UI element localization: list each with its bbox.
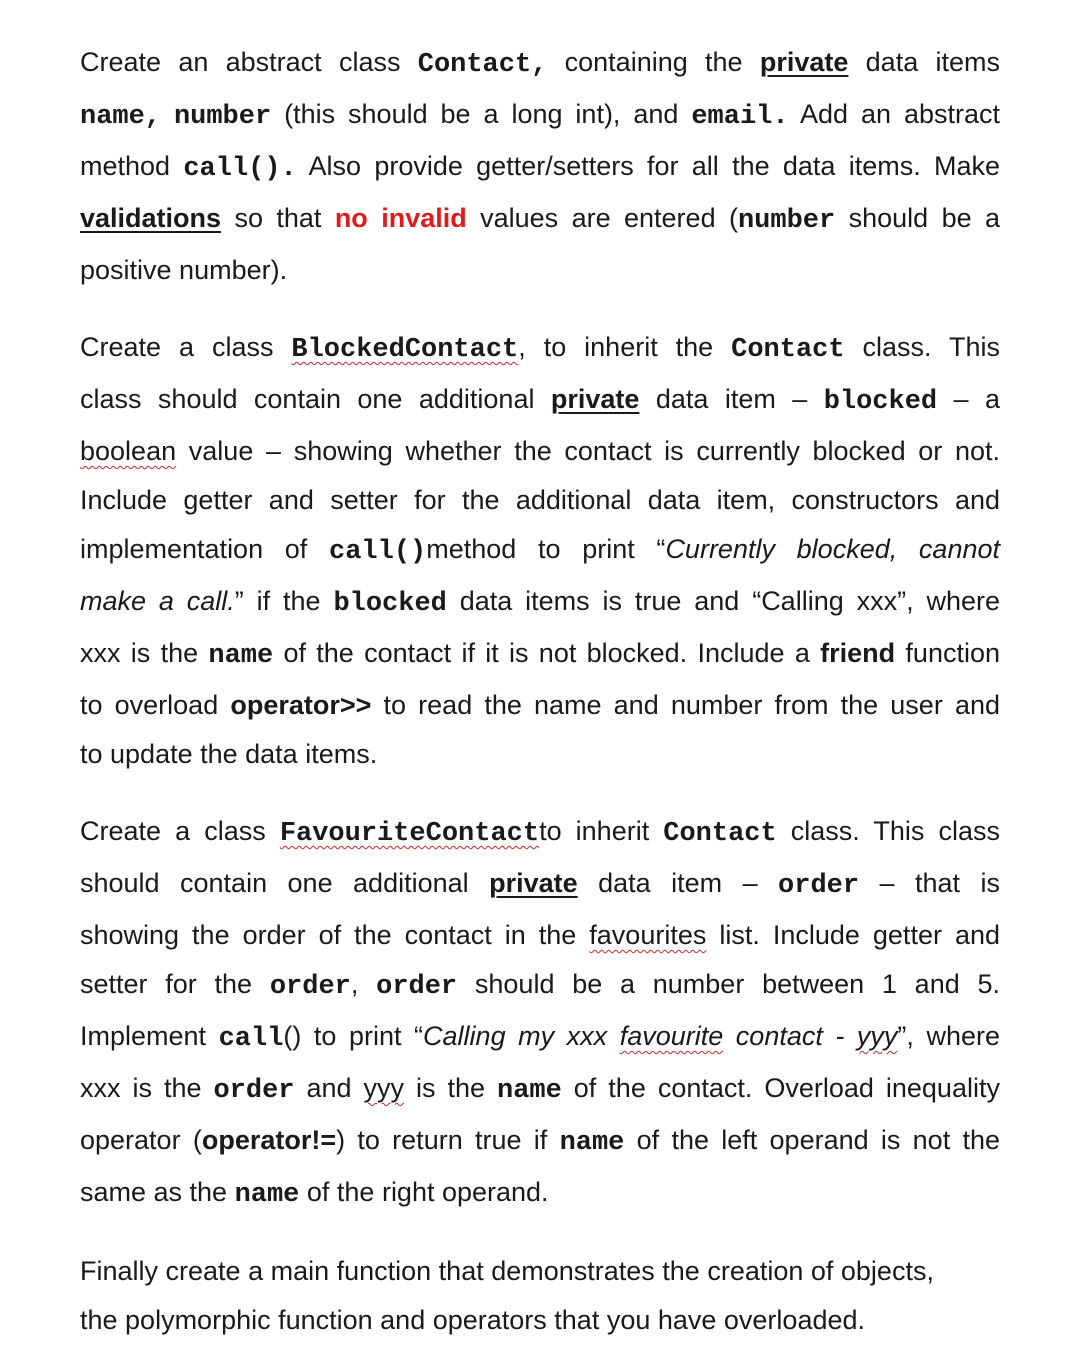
p2-line-7	[80, 629, 1000, 681]
p3-line-3	[80, 911, 1000, 960]
assignment-document	[80, 38, 1000, 1345]
code-name: name	[497, 1076, 562, 1106]
code-number: number	[173, 102, 272, 132]
paragraph-contact-class	[80, 38, 1000, 295]
text: xxx is the	[80, 638, 209, 668]
text: containing the	[547, 47, 760, 77]
p3-line-2	[80, 859, 1000, 911]
text: class should contain one additional	[80, 384, 551, 414]
code-order: order	[269, 972, 351, 1002]
code-favourite-contact: FavouriteContact	[279, 819, 540, 849]
p2-line-2	[80, 375, 1000, 427]
p4-line-1	[80, 1247, 1000, 1296]
code-contact: Contact	[663, 819, 777, 849]
italic-message: contact -	[723, 1021, 857, 1051]
text: – that is	[859, 868, 1000, 898]
p1-line-5	[80, 246, 1000, 295]
text: ” if the	[234, 586, 334, 616]
text: implementation of	[80, 534, 330, 564]
text: method to print “	[426, 534, 666, 564]
text: class. This	[844, 332, 1000, 362]
code-name: name	[559, 1128, 625, 1158]
text: to read the name and number from the user and	[371, 690, 1000, 720]
text: – a	[937, 384, 1000, 414]
text: () to print “	[283, 1021, 424, 1051]
text: ,	[350, 969, 377, 999]
text: of the contact. Overload inequality	[561, 1073, 1000, 1103]
p1-line-2	[80, 90, 1000, 142]
text: xxx is the	[80, 1073, 214, 1103]
p3-line-1	[80, 807, 1000, 859]
text: Create a class	[80, 332, 292, 362]
text: data items is true and “Calling xxx”, where	[446, 586, 1000, 616]
p3-line-8	[80, 1168, 1000, 1220]
no-invalid-highlight: no invalid	[334, 203, 467, 233]
code-blocked: blocked	[823, 387, 938, 417]
text: and	[294, 1073, 364, 1103]
text: list. Include getter and	[706, 920, 1000, 950]
code-contact: Contact	[731, 335, 845, 365]
text: of the contact if it is not blocked. Include a	[273, 638, 821, 668]
operator-keyword: operator>>	[230, 690, 372, 720]
p2-line-9	[80, 730, 1000, 779]
private-keyword: private	[489, 868, 578, 898]
favourites-word: favourites	[589, 920, 707, 950]
text: values are entered (	[466, 203, 738, 233]
paragraph-main-function	[80, 1247, 1000, 1345]
p2-line-1	[80, 323, 1000, 375]
p3-line-5	[80, 1012, 1000, 1064]
text: method	[80, 151, 184, 181]
text: Finally create a main function that demonstrates the creation of objects,	[80, 1256, 934, 1286]
text: value – showing whether the contact is currently blocked or not.	[176, 436, 1000, 466]
italic-message: Currently blocked, cannot	[665, 534, 1000, 564]
text: to inherit the	[525, 332, 732, 362]
text: to overload	[80, 690, 231, 720]
code-order: order	[778, 871, 860, 901]
code-name: name,	[80, 102, 162, 132]
private-keyword: private	[550, 384, 640, 414]
text: to update the data items.	[80, 739, 378, 769]
code-call: call()	[329, 537, 427, 567]
text: Also provide getter/setters for all the data items. Make	[296, 151, 1001, 181]
text: Include getter and setter for the additional data item, constructors and	[80, 485, 1000, 515]
text: ) to return true if	[336, 1125, 560, 1155]
text: is the	[404, 1073, 497, 1103]
p2-line-6	[80, 577, 1000, 629]
code-order: order	[213, 1076, 295, 1106]
friend-keyword: friend	[820, 638, 896, 668]
text: should be a	[835, 203, 1001, 233]
italic-message: favourite	[619, 1021, 724, 1051]
text: ”, where	[897, 1021, 1000, 1051]
text: data item –	[639, 384, 824, 414]
text: ,	[518, 332, 526, 362]
p4-line-2	[80, 1296, 1000, 1345]
yyy-word: yyy	[363, 1073, 405, 1103]
text: of the left operand is not the	[624, 1125, 1001, 1155]
text: class. This class	[776, 816, 1000, 846]
paragraph-favourite-contact	[80, 807, 1000, 1220]
p2-line-3	[80, 427, 1000, 476]
italic-message: Calling my xxx	[423, 1021, 620, 1051]
code-blocked: blocked	[333, 589, 447, 619]
p1-line-4	[80, 194, 1000, 246]
code-call: call().	[183, 154, 297, 184]
italic-message: yyy	[856, 1021, 898, 1051]
text: Create a class	[80, 816, 280, 846]
p2-line-4	[80, 476, 1000, 525]
code-name: name	[208, 641, 274, 671]
text: operator (	[80, 1125, 202, 1155]
code-contact: Contact,	[417, 50, 548, 80]
text: data items	[848, 47, 1001, 77]
p3-line-7	[80, 1116, 1000, 1168]
text: Add an abstract	[788, 99, 1000, 129]
text: Create an abstract class	[80, 47, 418, 77]
code-email: email.	[691, 102, 789, 132]
text: to inherit	[539, 816, 664, 846]
text: should contain one additional	[80, 868, 490, 898]
p1-line-1	[80, 38, 1000, 90]
code-name: name	[234, 1180, 300, 1210]
operator-keyword: operator!=	[201, 1125, 337, 1155]
code-blocked-contact: BlockedContact	[291, 335, 519, 365]
boolean-word: boolean	[80, 436, 177, 466]
text: Implement	[80, 1021, 219, 1051]
text: same as the	[80, 1177, 235, 1207]
text: showing the order of the contact in the	[80, 920, 590, 950]
private-keyword: private	[759, 47, 849, 77]
code-number: number	[737, 206, 836, 236]
p1-line-3	[80, 142, 1000, 194]
text: data item –	[577, 868, 779, 898]
text: the polymorphic function and operators that you have overloaded.	[80, 1305, 866, 1335]
text: positive number).	[80, 255, 288, 285]
text: function	[895, 638, 1000, 668]
validations-keyword: validations	[80, 203, 222, 233]
text: so that	[221, 203, 335, 233]
text: (this should be a long int), and	[271, 99, 692, 129]
text: should be a number between 1 and 5.	[457, 969, 1000, 999]
text: of the right operand.	[299, 1177, 549, 1207]
italic-message: make a call.	[80, 586, 235, 616]
paragraph-blocked-contact	[80, 323, 1000, 779]
p3-line-4	[80, 960, 1000, 1012]
p2-line-5	[80, 525, 1000, 577]
code-call: call	[218, 1024, 284, 1054]
p2-line-8	[80, 681, 1000, 730]
text: setter for the	[80, 969, 270, 999]
code-order: order	[376, 972, 458, 1002]
p3-line-6	[80, 1064, 1000, 1116]
